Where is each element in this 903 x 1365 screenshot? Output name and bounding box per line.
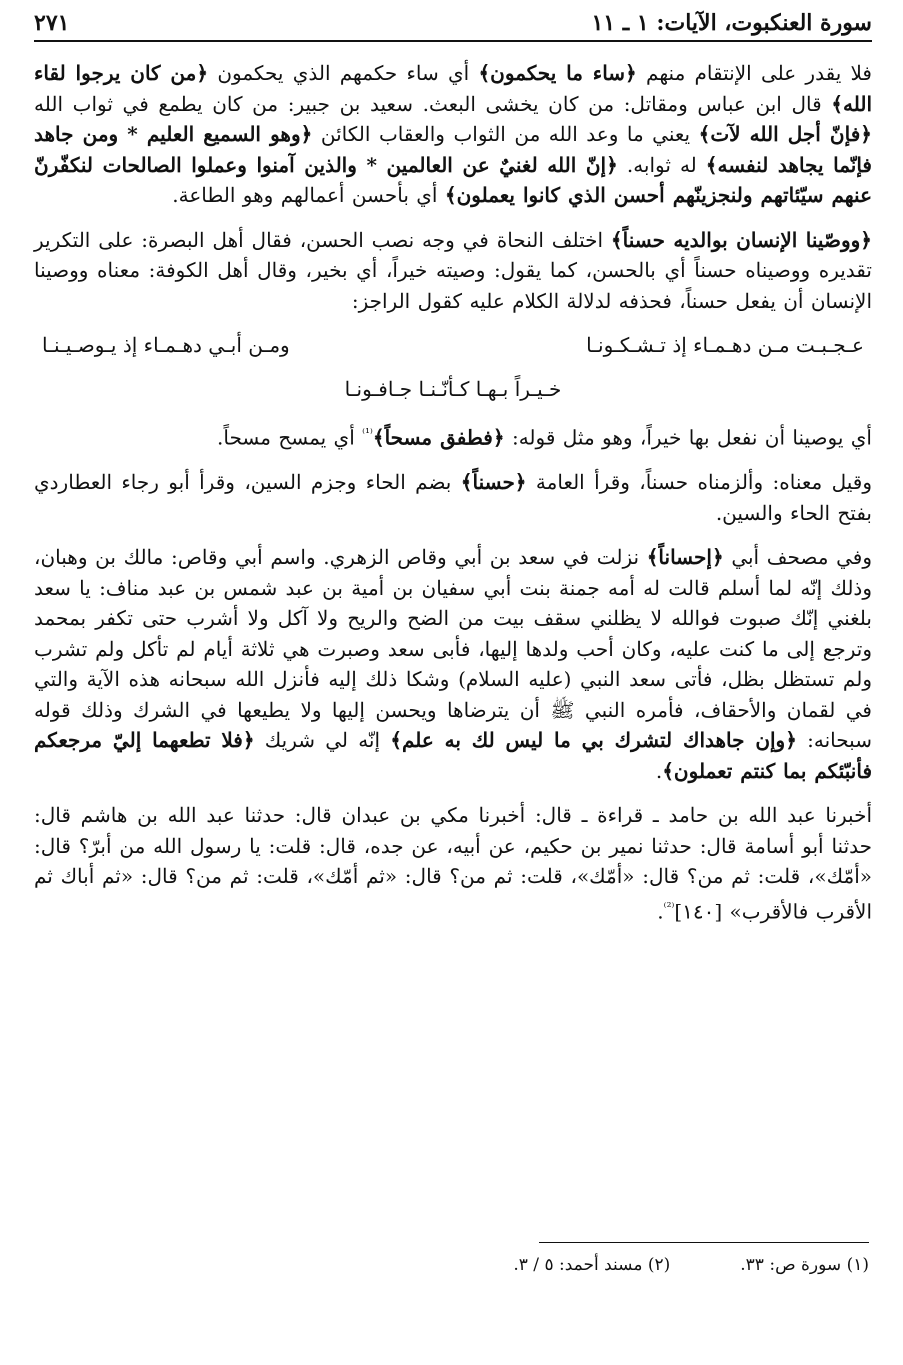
quran-quote: ﴿إنّ الله لغنيٌ عن العالمين * والذين آمنوا وعملوا الصالحات لنكفّرنّ عنهم سيّئاتهم ولنجزينّهم أحسن الذي كانوا يعملون﴾ <box>34 152 872 207</box>
text-run: . <box>657 899 664 924</box>
footnote-marker: ⁽²⁾ <box>663 899 675 914</box>
text-run: يعني ما وعد الله من الثواب والعقاب الكائن <box>312 122 699 146</box>
text-run: إنّه لي شريك <box>254 728 391 753</box>
text-run: له ثوابه. <box>617 152 706 177</box>
poem-line <box>34 328 872 362</box>
poem <box>34 328 872 406</box>
paragraph <box>34 800 872 927</box>
quran-quote: ﴿ووصّينا الإنسان بوالديه حسناً﴾ <box>610 227 872 252</box>
text-run: أي يوصينا أن نفعل بها خيراً، وهو مثل قوله: <box>504 425 872 450</box>
footnote-2: (٢) مسند أحمد: ٥ / ٣. <box>513 1255 671 1275</box>
footnote-1: (١) سورة ص: ٣٣. <box>740 1255 869 1275</box>
text-run: أي ساء حكمهم الذي يحكمون <box>208 61 479 85</box>
footnotes <box>249 1252 869 1278</box>
paragraph <box>34 418 872 453</box>
quran-quote: ﴿فطفق مسحاً﴾ <box>372 425 505 450</box>
text-run: قال ابن عباس ومقاتل: من كان يخشى البعث. سعيد بن جبير: من كان يطمع في ثواب الله <box>34 91 832 116</box>
page-header <box>34 4 872 38</box>
main-text <box>34 58 872 927</box>
page-number: ٢٧١ <box>34 10 70 36</box>
paragraph <box>34 58 872 211</box>
quran-quote: ﴿حسناً﴾ <box>460 470 527 495</box>
poem-hemistich-left: ومـن أبـي دهـمـاء إذ يـوصـيـنـا <box>42 333 290 357</box>
quran-quote: ﴿ساء ما يحكمون﴾ <box>478 61 637 85</box>
poem-hemistich-right: عـجـبـت مـن دهـمـاء إذ تـشـكـونـا <box>586 333 864 357</box>
quran-quote: ﴿وهو السميع العليم * ومن جاهد فإنّما يجاهد لنفسه﴾ <box>34 122 872 177</box>
chapter-title: سورة العنكبوت، الآيات: ١ ـ ١١ <box>591 10 872 36</box>
text-run: أي يمسح مسحاً. <box>217 425 363 450</box>
quran-quote: ﴿فلا تطعهما إليّ مرجعكم فأنبّئكم بما كنتم تعملون﴾ <box>34 728 872 783</box>
text-run: وقيل معناه: وألزمناه حسناً، وقرأ العامة <box>526 470 872 495</box>
quran-quote: ﴿فإنّ أجل الله لآت﴾ <box>698 122 872 146</box>
quran-quote: ﴿وإن جاهداك لتشرك بي ما ليس لك به علم﴾ <box>390 728 797 753</box>
text-run: نزلت في سعد بن أبي وقاص الزهري. واسم أبي وقاص: مالك بن وهبان، وذلك إنّه لما أسلم قالت له أمه جمنة بنت أبي سفيان بن أمية بن عبد شمس بن عبد مناف: يا سعد بلغني إنّك صبوت فوالله لا يظلني سقف بيت من الضح والريح ولا آكل ولا أشرب حتى تكفر بمحمد وترجع إلى ما كنت عليه، وكان أحب ولدها إليها، فأبى سعد وصبرت هي ثلاثة أيام لم تأكل ولم تشرب ولم تستظل بظل، فأتى سعد النبي (عليه السلام) وشكا ذلك إليه فأنزل الله سبحانه هذه الآية والتي في لقمان والأحقاف، فأمره النبي ﷺ أن يترضاها ويحسن إليها ولا يطيعها في الشرك وذلك قوله سبحانه: <box>34 545 872 753</box>
quran-quote: ﴿من كان يرجوا لقاء الله﴾ <box>34 61 872 116</box>
footnote-marker: ⁽¹⁾ <box>362 426 373 440</box>
text-run: . <box>655 758 663 783</box>
poem-line: خـيـراً بـهـا كـأنّـنـا جـافـونـا <box>344 377 562 401</box>
text-run: فلا يقدر على الإنتقام منهم <box>636 61 872 85</box>
text-run: اختلف النحاة في وجه نصب الحسن، فقال أهل البصرة: على التكرير تقديره ووصيناه حسناً أي بالحسن، كما يقول: وصيته خيراً، أي بخير، وقال أهل الكوفة: معناه ووصينا الإنسان أن يفعل حسناً، فحذفه لدلالة الكلام عليه كقول الراجز: <box>34 227 872 313</box>
quran-quote: ﴿إحساناً﴾ <box>646 545 724 570</box>
text-run: أخبرنا عبد الله بن حامد ـ قراءة ـ قال: أخبرنا مكي بن عبدان قال: حدثنا عبد الله بن هاشم قال: حدثنا أبو أسامة قال: حدثنا نمير بن حكيم، عن أبيه، عن جده، قال: قلت: يا رسول الله من أبرّ؟ قال: «أمّك»، قلت: ثم من؟ قال: «أمّك»، قلت: ثم من؟ قال: «ثم أمّك»، قلت: ثم من؟ قال: «ثم أباك ثم الأقرب فالأقرب» [١٤٠] <box>34 803 873 924</box>
text-run: وفي مصحف أبي <box>723 545 872 570</box>
text-run: بضم الحاء وجزم السين، وقرأ أبو رجاء العطاردي بفتح الحاء والسين. <box>34 470 872 525</box>
header-divider <box>34 40 872 42</box>
text-run: أي بأحسن أعمالهم وهو الطاعة. <box>172 183 445 207</box>
footnote-divider <box>539 1242 869 1243</box>
paragraph <box>34 467 872 528</box>
paragraph <box>34 225 872 317</box>
paragraph <box>34 542 872 786</box>
